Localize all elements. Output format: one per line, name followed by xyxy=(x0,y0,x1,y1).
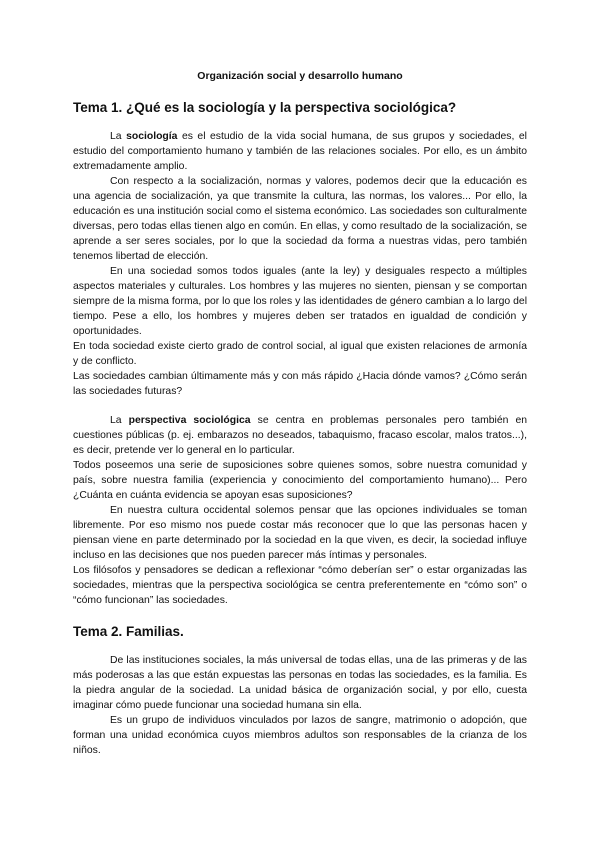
spacer xyxy=(73,608,527,624)
paragraph: Con respecto a la socialización, normas y valores, podemos decir que la educación es una agencia de socialización, ya que transmite la cultura, las normas, los valores... Por ello, la educación es una institución social como el sistema económico. Las sociedades son culturalmente diversas, pero todas ellas tienen algo en común. En ellas, y como resultado de la socialización, se aprende a ser seres sociales, por lo que la sociedad da forma a nuestras vidas, pero también tenemos libertad de elección. xyxy=(73,176,527,262)
paragraph: Todos poseemos una serie de suposiciones sobre quienes somos, sobre nuestra comunidad y país, sobre nuestra familia (experiencia y conocimiento del comportamiento humano)... Pero ¿Cuánta en cuánta evidencia se apoyan esas suposiciones? xyxy=(73,460,527,501)
paragraph: Es un grupo de individuos vinculados por lazos de sangre, matrimonio o adopción, que forman una unidad económica cuyos miembros adultos son responsables de la crianza de los niños. xyxy=(73,715,527,756)
paragraph: En nuestra cultura occidental solemos pensar que las opciones individuales se toman libremente. Por eso mismo nos puede costar más reconocer que lo que las personas hacen y piensan viene en parte determinado por la sociedad en la que viven, es decir, la sociedad influye incluso en las decisiones que nos pueden parecer más íntimas y personales. xyxy=(73,505,527,561)
section-tema-1 xyxy=(73,100,527,608)
paragraph: En una sociedad somos todos iguales (ante la ley) y desiguales respecto a múltiples aspectos materiales y culturales. Los hombres y las mujeres no sienten, piensan y se comportan siempre de la misma forma, por lo que los roles y las identidades de género cambian a lo largo del tiempo. Pese a ello, los hombres y mujeres deben ser tratados en igualdad de condición y oportunidades. xyxy=(73,266,527,337)
section-heading: Tema 2. Familias. xyxy=(73,624,184,639)
key-term: perspectiva sociológica xyxy=(128,415,251,426)
paragraph: Las sociedades cambian últimamente más y con más rápido ¿Hacia dónde vamos? ¿Cómo serán las sociedades futuras? xyxy=(73,371,527,397)
paragraph: La perspectiva sociológica se centra en problemas personales pero también en cuestiones públicas (p. ej. embarazos no deseados, tabaquismo, fracaso escolar, malos tratos...), es decir, pretende ver lo general en lo particular. xyxy=(73,415,527,456)
section-heading: Tema 1. ¿Qué es la sociología y la perspectiva sociológica? xyxy=(73,100,457,115)
section-tema-2 xyxy=(73,624,527,758)
document-title: Organización social y desarrollo humano xyxy=(197,70,403,82)
key-term: sociología xyxy=(126,131,178,142)
paragraph: La sociología es el estudio de la vida social humana, de sus grupos y sociedades, el estudio del comportamiento humano y también de las relaciones sociales. Por ello, es un ámbito extremadamente amplio. xyxy=(73,131,527,172)
paragraph: En toda sociedad existe cierto grado de control social, al igual que existen relaciones de armonía y de conflicto. xyxy=(73,341,527,367)
paragraph: Los filósofos y pensadores se dedican a reflexionar “cómo deberían ser” o estar organizadas las sociedades, mientras que la perspectiva sociológica se centra preferentemente en “cómo son” o “cómo funcionan” las sociedades. xyxy=(73,565,527,606)
paragraph: De las instituciones sociales, la más universal de todas ellas, una de las primeras y de las más poderosas a las que están expuestas las personas en todas las sociedades, es la familia. Es la piedra angular de la sociedad. La unidad básica de organización social, y por ello, cuesta imaginar cómo puede funcionar una sociedad humana sin ella. xyxy=(73,655,527,711)
spacer xyxy=(73,399,527,413)
